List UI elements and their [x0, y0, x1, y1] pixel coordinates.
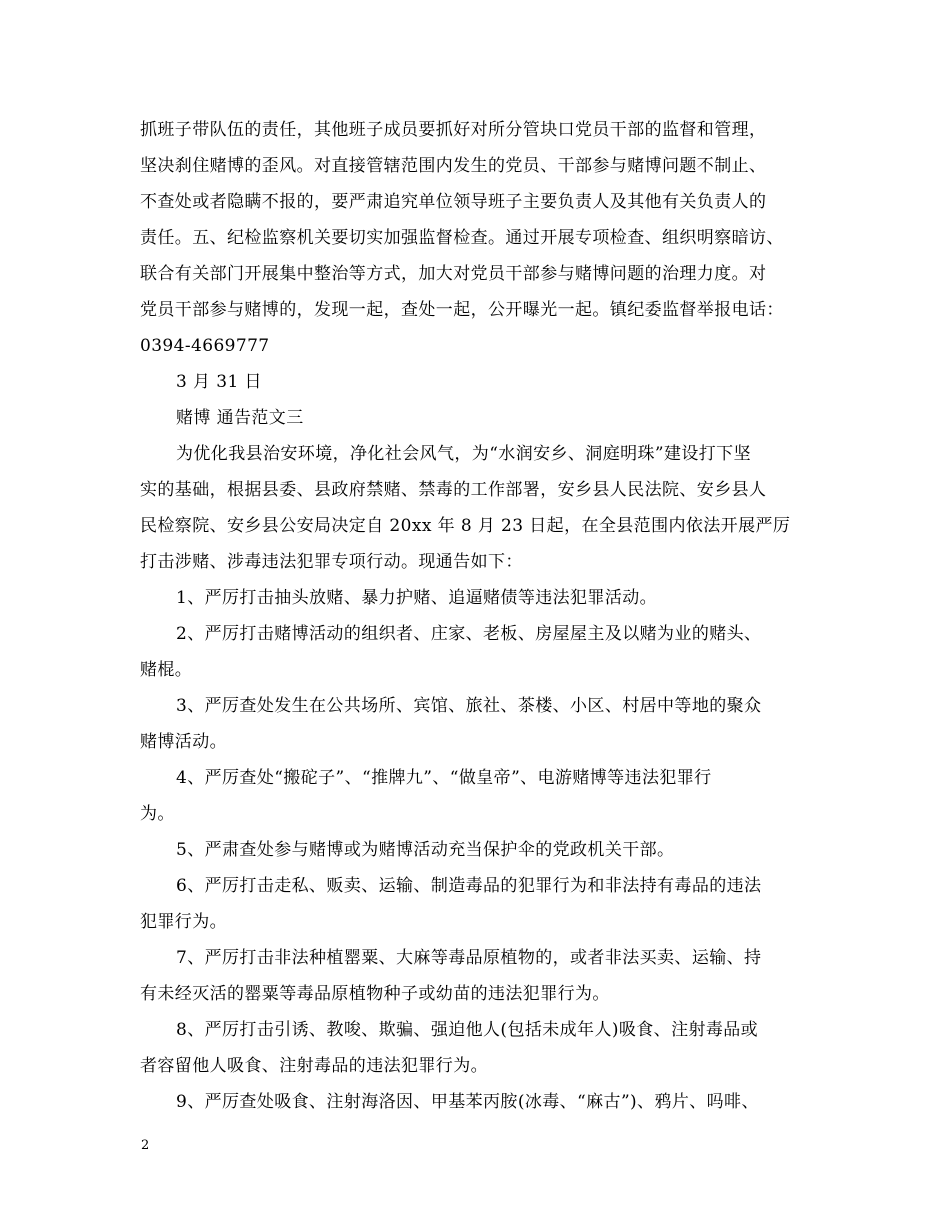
text-line: 坚决刹住赌博的歪风。对直接管辖范围内发生的党员、干部参与赌博问题不制止、: [140, 156, 767, 176]
list-item: 6、严厉打击走私、贩卖、运输、制造毒品的犯罪行为和非法持有毒品的违法: [176, 876, 762, 896]
text-line: 打击涉赌、涉毒违法犯罪专项行动。现通告如下：: [140, 552, 523, 572]
list-item: 5、严肃查处参与赌博或为赌博活动充当保护伞的党政机关干部。: [176, 840, 675, 860]
text-line: 实的基础，根据县委、县政府禁赌、禁毒的工作部署，安乡县人民法院、安乡县人: [140, 480, 767, 500]
list-item: 7、严厉打击非法种植罂粟、大麻等毒品原植物的，或者非法买卖、运输、持: [176, 948, 762, 968]
list-item-continuation: 为。: [140, 804, 175, 824]
list-item: 9、严厉查处吸食、注射海洛因、甲基苯丙胺(冰毒、“麻古”)、鸦片、吗啡、: [176, 1092, 759, 1112]
list-item: 1、严厉打击抽头放赌、暴力护赌、追逼赌债等违法犯罪活动。: [176, 588, 658, 608]
list-item-continuation: 犯罪行为。: [140, 912, 227, 932]
list-item: 4、严厉查处“搬砣子”、“推牌九”、“做皇帝”、电游赌博等违法犯罪行: [176, 768, 712, 788]
text-line: 民检察院、安乡县公安局决定自 20xx 年 8 月 23 日起，在全县范围内依法开展严厉: [140, 516, 791, 536]
date-line: 3 月 31 日: [176, 372, 262, 392]
text-line: 责任。五、纪检监察机关要切实加强监督检查。通过开展专项检查、组织明察暗访、: [140, 228, 784, 248]
text-line: 党员干部参与赌博的，发现一起，查处一起，公开曝光一起。镇纪委监督举报电话：: [140, 300, 784, 320]
list-item: 2、严厉打击赌博活动的组织者、庄家、老板、房屋屋主及以赌为业的赌头、: [176, 624, 762, 644]
list-item-continuation: 者容留他人吸食、注射毒品的违法犯罪行为。: [140, 1056, 488, 1076]
page-number: 2: [141, 1138, 150, 1153]
list-item-continuation: 赌棍。: [140, 660, 193, 680]
list-item: 3、严厉查处发生在公共场所、宾馆、旅社、茶楼、小区、村居中等地的聚众: [176, 696, 762, 716]
text-line: 抓班子带队伍的责任，其他班子成员要抓好对所分管块口党员干部的监督和管理，: [140, 120, 767, 140]
text-line: 不查处或者隐瞒不报的，要严肃追究单位领导班子主要负责人及其他有关负责人的: [140, 192, 767, 212]
text-line: 为优化我县治安环境，净化社会风气，为“水润安乡、洞庭明珠”建设打下坚: [176, 444, 751, 464]
text-line: 联合有关部门开展集中整治等方式，加大对党员干部参与赌博问题的治理力度。对: [140, 264, 767, 284]
list-item-continuation: 赌博活动。: [140, 732, 227, 752]
phone-number: 0394-4669777: [140, 336, 270, 356]
list-item-continuation: 有未经灭活的罂粟等毒品原植物种子或幼苗的违法犯罪行为。: [140, 984, 610, 1004]
list-item: 8、严厉打击引诱、教唆、欺骗、强迫他人(包括未成年人)吸食、注射毒品或: [176, 1020, 759, 1040]
section-heading: 赌博 通告范文三: [176, 408, 304, 428]
